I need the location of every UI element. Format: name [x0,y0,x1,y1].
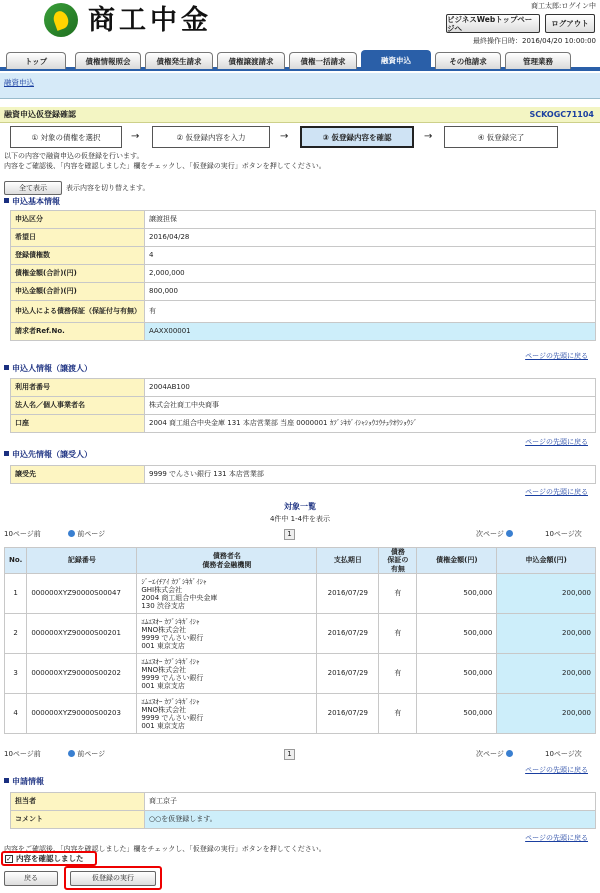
page-number[interactable]: 1 [284,529,295,540]
page-top-link[interactable]: ページの先頭に戻る [525,766,588,774]
value-guarantee: 有 [145,301,596,323]
show-all-note: 表示内容を切り替えます。 [66,184,150,192]
label-apply-total: 申込金額(合計)(円) [11,283,145,301]
label-ref-no: 請求者Ref.No. [11,323,145,341]
list-title: 対象一覧 [284,502,316,511]
row-no: 2 [5,614,27,654]
table-row [5,574,596,614]
col-claim-amount: 債権金額(円) [417,548,497,574]
page-top-link[interactable]: ページの先頭に戻る [525,834,588,842]
row-no: 3 [5,654,27,694]
row-amount: 500,000 [417,574,497,614]
confirm-checkbox[interactable]: ✓ [6,854,12,863]
row-debtor: ｴﾑｴﾇｵｰ ｶﾌﾞｼｷｶﾞｲｼｬ MNO株式会社 9999 でんさい銀行 001 東京支店 [137,694,317,734]
label-user-number: 利用者番号 [11,379,145,397]
value-claim-count: 4 [145,247,596,265]
row-record: 000000XYZ90000S00047 [27,574,137,614]
show-all-button[interactable]: 全て表示 [4,181,62,195]
tab-top[interactable]: トップ [6,52,66,69]
label-guarantee: 申込人による債務保証（保証付与有無） [11,301,145,323]
last-operation-time: 最終操作日時：2016/04/20 10:00:00 [472,37,596,45]
row-due: 2016/07/29 [317,694,379,734]
row-guarantee: 有 [379,654,417,694]
col-due-date: 支払期日 [317,548,379,574]
prev10-link-bottom[interactable]: 10ページ前 [4,750,41,758]
value-comment: ○○を仮登録します。 [145,811,596,829]
tab-loan-application[interactable]: 融資申込 [361,50,431,69]
value-person-in-charge: 商工京子 [145,793,596,811]
value-desired-date: 2016/04/28 [145,229,596,247]
row-guarantee: 有 [379,614,417,654]
basic-info-table [10,210,596,341]
instruction-line-1: 以下の内容で融資申込の仮登録を行います。 [4,152,144,160]
tab-claim-inquiry[interactable]: 債権情報照会 [75,52,141,69]
col-guarantee: 債務 保証の 有無 [379,548,417,574]
page-top-link[interactable]: ページの先頭に戻る [525,352,588,360]
table-row [5,614,596,654]
col-record-number: 記録番号 [27,548,137,574]
value-user-number: 2004AB100 [145,379,596,397]
table-row [5,654,596,694]
tab-other-requests[interactable]: その他請求 [435,52,501,69]
request-info-table [10,792,596,829]
tab-admin[interactable]: 管理業務 [505,52,571,69]
col-apply-amount: 申込金額(円) [497,548,596,574]
next-arrow-icon [506,530,513,537]
logo-mark-icon [44,3,78,37]
tab-claim-issue[interactable]: 債権発生請求 [145,52,213,69]
execute-registration-button[interactable]: 仮登録の実行 [70,871,156,886]
next-arrow-icon [506,750,513,757]
prev-page-link[interactable] [68,530,105,538]
page-title: 融資申込仮登録確認 [4,110,76,119]
row-apply: 200,000 [497,614,596,654]
page-top-link[interactable]: ページの先頭に戻る [525,488,588,496]
tab-claim-bulk[interactable]: 債権一括請求 [289,52,357,69]
value-company-name: 株式会社商工中央商事 [145,397,596,415]
row-amount: 500,000 [417,614,497,654]
col-debtor: 債務者名 債務者金融機関 [137,548,317,574]
prev-arrow-icon [68,530,75,537]
page-top-link[interactable]: ページの先頭に戻る [525,438,588,446]
step-arrow-icon: → [131,131,140,142]
row-amount: 500,000 [417,694,497,734]
row-debtor: ｼﾞｰｴｲﾁｱｲ ｶﾌﾞｼｷｶﾞｲｼｬ GHI株式会社 2004 商工組合中央金庫 130 渋谷支店 [137,574,317,614]
main-tabs [0,49,600,71]
row-apply: 200,000 [497,574,596,614]
next-page-link[interactable] [476,530,513,538]
step-2: ② 仮登録内容を入力 [152,126,270,148]
step-arrow-icon: → [280,131,289,142]
list-count: 4件中 1-4件を表示 [269,515,331,523]
value-transferee: 9999 でんさい銀行 131 本店営業部 [145,466,596,484]
user-status: 商工太郎:ログイン中 [530,2,596,10]
sub-nav-bar [0,73,600,99]
label-desired-date: 希望日 [11,229,145,247]
sub-nav-loan-application[interactable]: 融資申込 [4,78,34,87]
prev-arrow-icon [68,750,75,757]
value-claim-total: 2,000,000 [145,265,596,283]
step-1: ① 対象の債権を選択 [10,126,122,148]
row-amount: 500,000 [417,654,497,694]
tab-claim-transfer[interactable]: 債権譲渡請求 [217,52,285,69]
section-request-info: 申請情報 [4,777,44,787]
row-apply: 200,000 [497,694,596,734]
next10-link[interactable]: 10ページ次 [545,530,582,538]
value-ref-no: AAXX00001 [145,323,596,341]
value-account: 2004 商工組合中央金庫 131 本店営業部 当座 0000001 ｶﾌﾞｼｷｶﾞｲｼｬｼｮｳｺｳﾁｭｳｵｳｼｮｳｼﾞ [145,415,596,433]
confirm-checkbox-area[interactable] [1,851,97,866]
row-no: 1 [5,574,27,614]
back-button[interactable]: 戻る [4,871,58,886]
prev-page-label: 前ページ [77,530,106,538]
row-apply: 200,000 [497,654,596,694]
label-account: 口座 [11,415,145,433]
row-due: 2016/07/29 [317,614,379,654]
section-applicant: 申込人情報（譲渡人） [4,364,92,374]
next10-link-bottom[interactable]: 10ページ次 [545,750,582,758]
logout-button[interactable]: ログアウト [545,14,595,33]
table-row [5,694,596,734]
prev-page-label: 前ページ [77,750,106,758]
row-guarantee: 有 [379,574,417,614]
row-debtor: ｴﾑｴﾇｵｰ ｶﾌﾞｼｷｶﾞｲｼｬ MNO株式会社 9999 でんさい銀行 001 東京支店 [137,654,317,694]
next-page-label: 次ページ [476,750,504,758]
col-no: No. [5,548,27,574]
destination-table [10,465,596,484]
value-application-type: 譲渡担保 [145,211,596,229]
target-list-table [4,547,596,734]
label-company-name: 法人名／個人事業者名 [11,397,145,415]
value-apply-total: 800,000 [145,283,596,301]
instruction-line-2: 内容をご確認後、「内容を確認しました」欄をチェックし、「仮登録の実行」ボタンを押してください。 [4,162,326,170]
screen-id: SCKOGC71104 [529,110,594,119]
confirm-label: 内容を確認しました [16,854,84,863]
row-due: 2016/07/29 [317,654,379,694]
step-arrow-icon: → [424,131,433,142]
logo [44,3,234,39]
title-bar [0,107,600,123]
row-no: 4 [5,694,27,734]
label-transferee: 譲受先 [11,466,145,484]
row-debtor: ｴﾑｴﾇｵｰ ｶﾌﾞｼｷｶﾞｲｼｬ MNO株式会社 9999 でんさい銀行 001 東京支店 [137,614,317,654]
top-page-button[interactable]: ビジネスWebトップページへ [446,14,540,33]
next-page-label: 次ページ [476,530,504,538]
step-4: ④ 仮登録完了 [444,126,558,148]
label-application-type: 申込区分 [11,211,145,229]
label-comment: コメント [11,811,145,829]
confirm-note: 内容をご確認後、「内容を確認しました」欄をチェックし、「仮登録の実行」ボタンを押してください。 [4,845,326,853]
prev10-link[interactable]: 10ページ前 [4,530,41,538]
row-record: 000000XYZ90000S00201 [27,614,137,654]
label-claim-count: 登録債権数 [11,247,145,265]
row-record: 000000XYZ90000S00202 [27,654,137,694]
section-basic-info: 申込基本情報 [4,197,60,207]
section-destination: 申込先情報（譲受人） [4,450,92,460]
step-3-current: ③ 仮登録内容を確認 [300,126,414,148]
prev-page-link-bottom[interactable] [68,750,105,758]
label-claim-total: 債権金額(合計)(円) [11,265,145,283]
logo-text: 商工中金 [88,5,212,36]
row-guarantee: 有 [379,694,417,734]
label-person-in-charge: 担当者 [11,793,145,811]
applicant-table [10,378,596,433]
next-page-link-bottom[interactable] [476,750,513,758]
row-due: 2016/07/29 [317,574,379,614]
page-number-bottom[interactable]: 1 [284,749,295,760]
row-record: 000000XYZ90000S00203 [27,694,137,734]
